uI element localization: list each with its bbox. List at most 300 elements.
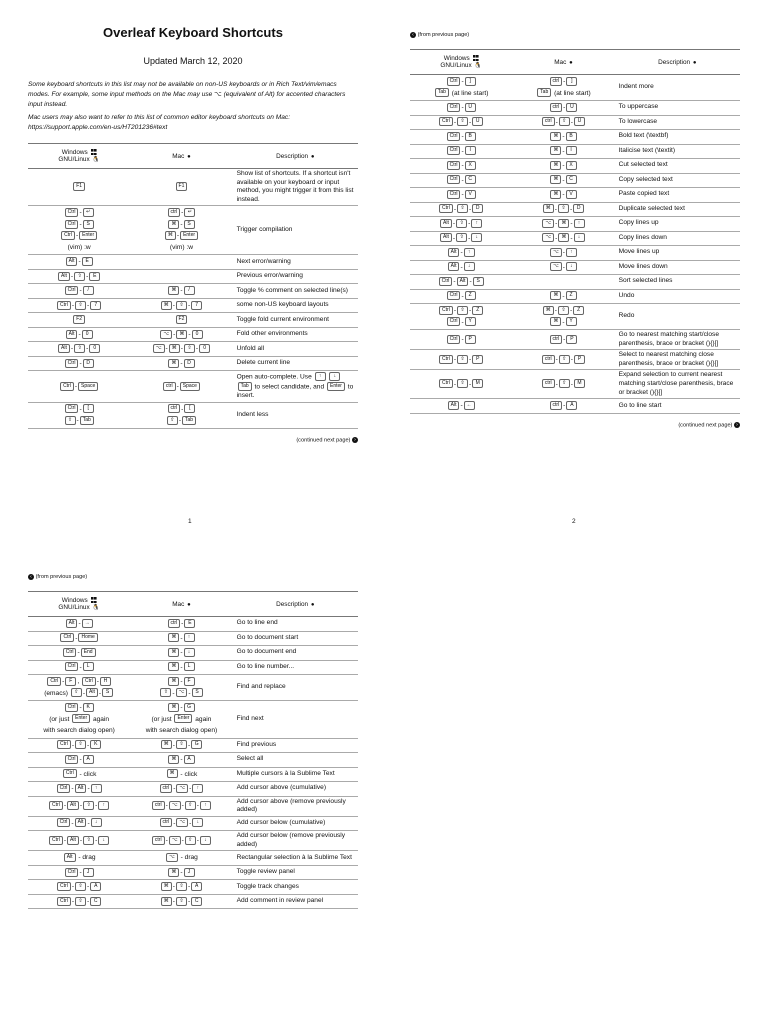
- key-cap: M: [472, 379, 483, 388]
- key-cap: ctrl: [542, 379, 555, 388]
- shortcut-description: Rectangular selection à la Sublime Text: [233, 851, 358, 866]
- key-cap: Space: [78, 382, 98, 391]
- mac-shortcut: ctrl - U: [512, 101, 614, 116]
- key-cap: ctrl: [160, 818, 173, 827]
- shortcut-description: Multiple cursors à la Sublime Text: [233, 767, 358, 782]
- key-cap: ⌥: [176, 688, 188, 697]
- key-cap: V: [465, 190, 476, 199]
- linux-icon: 🐧: [474, 63, 482, 69]
- key-cap: ⌥: [153, 344, 165, 353]
- shortcut-row: [28, 851, 358, 866]
- key-cap: U: [566, 103, 577, 112]
- key-cap: ⌥: [169, 801, 181, 810]
- key-cap: Alt: [440, 233, 452, 242]
- shortcut-row: [28, 402, 358, 428]
- arrow-left-icon: ‹: [410, 32, 416, 38]
- key-cap: ↵: [83, 208, 94, 217]
- key-cap: ⌘: [558, 233, 569, 242]
- mac-shortcut: ⌘ - I: [512, 144, 614, 159]
- windows-shortcut: Ctrl - L: [28, 660, 130, 675]
- key-cap: /: [83, 286, 94, 295]
- key-cap: Ctrl: [439, 277, 453, 286]
- key-cap: Ctrl: [447, 317, 461, 326]
- key-cap: ⌘: [169, 344, 180, 353]
- key-cap: ↑: [184, 633, 195, 642]
- key-cap: A: [566, 401, 577, 410]
- windows-icon: [473, 55, 479, 61]
- intro-paragraph-1: Some keyboard shortcuts in this list may not be available on non-US keyboards or in Rich Text/vim/emacs modes. For example, some input methods on the Mac may use ⌥ (equivalent of Alt) for accented characters input instead.: [28, 81, 346, 109]
- key-cap: ⌘: [168, 662, 179, 671]
- apple-icon: ●: [187, 601, 191, 608]
- key-cap: E: [184, 619, 195, 628]
- mac-shortcut: ⌥ - ⌘ - ↑: [512, 217, 614, 232]
- key-cap: ⌘: [550, 175, 561, 184]
- windows-shortcut: Ctrl - End: [28, 646, 130, 661]
- column-header-description: Description ●: [233, 592, 358, 617]
- key-cap: Ctrl: [49, 836, 63, 845]
- key-cap: J: [83, 868, 94, 877]
- arrow-right-icon: ›: [734, 422, 740, 428]
- key-cap: ⇧: [559, 355, 570, 364]
- key-cap: ⇧: [160, 688, 171, 697]
- key-cap: 0: [199, 344, 210, 353]
- key-cap: Tab: [537, 88, 551, 97]
- shortcut-description: Go to nearest matching start/close parenthesis, brace or bracket (){}[]: [615, 330, 740, 350]
- shortcut-row: [28, 738, 358, 753]
- shortcut-description: To lowercase: [615, 115, 740, 130]
- mac-shortcut: ⌥ - ↓: [512, 260, 614, 275]
- key-cap: ⌘: [543, 204, 554, 213]
- mac-shortcut: ⌥ - ↑: [512, 246, 614, 261]
- key-cap: Ctrl: [65, 662, 79, 671]
- key-cap: Tab: [435, 88, 449, 97]
- key-cap: ⇧: [176, 897, 187, 906]
- key-cap: ↑: [464, 248, 475, 257]
- mac-shortcut: ⌘ - D: [130, 356, 232, 371]
- windows-shortcut: Ctrl - Home: [28, 631, 130, 646]
- from-previous-note: [28, 572, 358, 582]
- shortcut-description: Delete current line: [233, 356, 358, 371]
- mac-shortcut: ⌘ - ↓: [130, 646, 232, 661]
- key-cap: ⌥: [542, 233, 554, 242]
- key-cap: [: [83, 404, 94, 413]
- shortcut-row: [410, 260, 740, 275]
- key-cap: Ctrl: [49, 801, 63, 810]
- key-cap: Ctrl: [63, 769, 77, 778]
- mac-shortcut: ctrl - ] Tab (at line start): [512, 75, 614, 101]
- key-cap: Alt: [86, 688, 98, 697]
- shortcut-description: Unfold all: [233, 342, 358, 357]
- key-cap: P: [566, 335, 577, 344]
- windows-shortcut: Ctrl - ⇧ - D: [410, 202, 512, 217]
- key-cap: Ctrl: [61, 231, 75, 240]
- windows-shortcut: Ctrl - Alt - S: [410, 275, 512, 290]
- key-cap: 7: [191, 301, 202, 310]
- shortcut-row: [28, 880, 358, 895]
- windows-shortcut: Ctrl - Space: [28, 371, 130, 402]
- key-cap: ↑: [471, 219, 482, 228]
- mac-shortcut: ⌘ - F ⇧ - ⌥ - S: [130, 675, 232, 701]
- shortcut-row: [410, 75, 740, 101]
- key-cap: ⌘: [550, 132, 561, 141]
- shortcut-row: [28, 313, 358, 328]
- key-cap: L: [83, 662, 94, 671]
- key-cap: Z: [566, 291, 577, 300]
- key-cap: Ctrl: [447, 190, 461, 199]
- mac-shortcut: [130, 255, 232, 270]
- windows-shortcut: Ctrl - ↵ Ctrl - S Ctrl - Enter (vim) :w: [28, 206, 130, 255]
- key-cap: ↑: [574, 219, 585, 228]
- shortcut-row: [28, 371, 358, 402]
- windows-shortcut: Ctrl - Alt - ↓: [28, 816, 130, 831]
- windows-shortcut: Ctrl - ⇧ - K: [28, 738, 130, 753]
- key-cap: ctrl: [168, 208, 181, 217]
- windows-shortcut: Alt - E: [28, 255, 130, 270]
- key-cap: Ctrl: [439, 117, 453, 126]
- key-cap: Ctrl: [65, 868, 79, 877]
- from-previous-note: [410, 30, 740, 40]
- key-cap: P: [472, 355, 483, 364]
- key-cap: U: [472, 117, 483, 126]
- key-cap: Ctrl: [447, 175, 461, 184]
- mac-shortcut: ⌘ - ⇧ - D: [512, 202, 614, 217]
- key-cap: ⌘: [167, 769, 178, 778]
- key-cap: Ctrl: [63, 648, 77, 657]
- shortcut-description: Add cursor below (cumulative): [233, 816, 358, 831]
- key-cap: ⌘: [558, 219, 569, 228]
- key-cap: ⇧: [65, 416, 76, 425]
- shortcut-description: Show list of shortcuts. If a shortcut isn't available on your keyboard or input method, you might trigger it from this list instead.: [233, 169, 358, 206]
- key-cap: ⌘: [161, 882, 172, 891]
- key-cap: 0: [82, 330, 93, 339]
- mac-shortcut: ⌘ - A: [130, 753, 232, 768]
- windows-shortcut: [28, 313, 130, 328]
- column-header-windows: Windows GNU/Linux 🐧: [410, 50, 512, 75]
- key-cap: ↓: [464, 262, 475, 271]
- windows-shortcut: Ctrl - ⇧ - A: [28, 880, 130, 895]
- shortcut-row: [28, 206, 358, 255]
- shortcut-description: Bold text (\textbf): [615, 130, 740, 145]
- speech-bubble-icon: ●: [692, 59, 697, 66]
- key-cap: ↑: [315, 372, 326, 381]
- table-header: [410, 50, 740, 75]
- key-cap: Alt: [448, 401, 460, 410]
- intro-text: [28, 80, 358, 133]
- mac-shortcut: ⌘ - X: [512, 159, 614, 174]
- key-cap: Ctrl: [47, 677, 61, 686]
- mac-shortcut: ctrl - A: [512, 399, 614, 414]
- key-cap: ctrl: [168, 619, 181, 628]
- key-cap: Ctrl: [65, 359, 79, 368]
- key-cap: B: [566, 132, 577, 141]
- key-cap: S: [102, 688, 113, 697]
- shortcut-description: Add cursor below (remove previously added): [233, 831, 358, 851]
- mac-shortcut: ctrl - ⇧ - U: [512, 115, 614, 130]
- key-cap: Ctrl: [57, 784, 71, 793]
- mac-shortcut: ⌘ - ⇧ - G: [130, 738, 232, 753]
- key-cap: Z: [472, 306, 483, 315]
- shortcut-table-1: [28, 143, 358, 429]
- key-cap: ⇧: [184, 344, 195, 353]
- key-cap: ⌘: [543, 306, 554, 315]
- key-cap: C: [90, 897, 101, 906]
- windows-shortcut: Ctrl - [ ⇧ - Tab: [28, 402, 130, 428]
- shortcut-description: Go to document start: [233, 631, 358, 646]
- key-cap: S: [184, 220, 195, 229]
- key-cap: ⌘: [161, 740, 172, 749]
- apple-icon: ●: [569, 59, 573, 66]
- shortcut-row: [28, 782, 358, 797]
- key-cap: ⌘: [550, 291, 561, 300]
- key-cap: ⌘: [161, 897, 172, 906]
- key-cap: ⌘: [168, 868, 179, 877]
- shortcut-description: Copy selected text: [615, 173, 740, 188]
- key-cap: ⇧: [176, 740, 187, 749]
- shortcut-description: Trigger compilation: [233, 206, 358, 255]
- windows-shortcut: Alt - drag: [28, 851, 130, 866]
- key-cap: ⇧: [83, 836, 94, 845]
- key-cap: ⇧: [457, 306, 468, 315]
- key-cap: ⌘: [168, 703, 179, 712]
- windows-shortcut: Ctrl - X: [410, 159, 512, 174]
- key-cap: Enter: [72, 714, 90, 723]
- shortcut-row: [28, 631, 358, 646]
- mac-shortcut: ⌘ - ⇧ - Z ⌘ - Y: [512, 304, 614, 330]
- windows-shortcut: Ctrl - U: [410, 101, 512, 116]
- key-cap: ctrl: [550, 103, 563, 112]
- key-cap: ]: [566, 77, 577, 86]
- key-cap: Ctrl: [447, 161, 461, 170]
- key-cap: V: [566, 190, 577, 199]
- shortcut-description: Previous error/warning: [233, 269, 358, 284]
- shortcut-row: [410, 173, 740, 188]
- windows-icon: [91, 149, 97, 155]
- mac-shortcut: [130, 313, 232, 328]
- key-cap: ↓: [192, 818, 203, 827]
- shortcut-description: Find and replace: [233, 675, 358, 701]
- shortcut-row: [28, 269, 358, 284]
- mac-shortcut: ⌥ - ⌘ - 0: [130, 327, 232, 342]
- windows-shortcut: Alt - ↓: [410, 260, 512, 275]
- key-cap: Ctrl: [447, 103, 461, 112]
- key-cap: ⌘: [176, 330, 187, 339]
- key-cap: ctrl: [152, 801, 165, 810]
- key-cap: End: [81, 648, 96, 657]
- key-cap: Ctrl: [65, 286, 79, 295]
- key-cap: 0: [89, 344, 100, 353]
- key-cap: ⌘: [165, 231, 176, 240]
- key-cap: ⇧: [457, 204, 468, 213]
- key-cap: C: [191, 897, 202, 906]
- mac-shortcut: [130, 169, 232, 206]
- shortcut-row: [28, 816, 358, 831]
- continued-note: [28, 437, 358, 443]
- key-cap: Ctrl: [57, 301, 71, 310]
- key-cap: ⌥: [169, 836, 181, 845]
- shortcut-description: Go to line end: [233, 617, 358, 632]
- key-cap: Ctrl: [57, 818, 71, 827]
- key-cap: ⌘: [168, 286, 179, 295]
- mac-shortcut: ⌘ - J: [130, 865, 232, 880]
- key-cap: Alt: [58, 344, 70, 353]
- shortcut-row: [28, 753, 358, 768]
- shortcut-description: Go to line number...: [233, 660, 358, 675]
- intro-paragraph-2: Mac users may also want to refer to this list of common editor keyboard shortcuts on Mac: https://support.apple.com/en-us/HT201236#text: [28, 113, 291, 131]
- key-cap: [: [184, 404, 195, 413]
- key-cap: F: [184, 677, 195, 686]
- key-cap: /: [184, 286, 195, 295]
- key-cap: Ctrl: [447, 291, 461, 300]
- key-cap: ⌥: [166, 853, 178, 862]
- shortcut-row: [410, 188, 740, 203]
- key-cap: ⇧: [74, 272, 85, 281]
- mac-shortcut: ⌘ - V: [512, 188, 614, 203]
- key-cap: F2: [176, 315, 188, 324]
- mac-shortcut: ⌥ - ⌘ - ↓: [512, 231, 614, 246]
- mac-shortcut: ⌥ - drag: [130, 851, 232, 866]
- mac-shortcut: ⌥ - ⌘ - ⇧ - 0: [130, 342, 232, 357]
- key-cap: ctrl: [160, 784, 173, 793]
- mac-shortcut: [130, 269, 232, 284]
- windows-shortcut: Alt - ↑: [410, 246, 512, 261]
- shortcut-description: Expand selection to current nearest matching start/close parenthesis, brace or bracket (){}[]: [615, 370, 740, 399]
- key-cap: ←: [464, 401, 475, 410]
- key-cap: ⇧: [75, 897, 86, 906]
- key-cap: Ctrl: [82, 677, 96, 686]
- windows-shortcut: Ctrl - Alt - ⇧ - ↑: [28, 796, 130, 816]
- key-cap: ↓: [200, 836, 211, 845]
- key-cap: ⇧: [558, 306, 569, 315]
- key-cap: Ctrl: [60, 633, 74, 642]
- key-cap: ↓: [471, 233, 482, 242]
- key-cap: ⌥: [550, 262, 562, 271]
- key-cap: Ctrl: [65, 703, 79, 712]
- shortcut-description: Add cursor above (remove previously added): [233, 796, 358, 816]
- mac-shortcut: ⌘ - click: [130, 767, 232, 782]
- key-cap: ⌥: [542, 219, 554, 228]
- key-cap: Space: [180, 382, 200, 391]
- key-cap: ⇧: [457, 355, 468, 364]
- shortcut-row: [28, 298, 358, 313]
- shortcut-description: some non-US keyboard layouts: [233, 298, 358, 313]
- windows-shortcut: Alt - ⇧ - 0: [28, 342, 130, 357]
- key-cap: 7: [90, 301, 101, 310]
- windows-shortcut: Alt - ⇧ - ↑: [410, 217, 512, 232]
- mac-shortcut: ctrl - E: [130, 617, 232, 632]
- key-cap: ⌘: [550, 317, 561, 326]
- page-3: [28, 572, 358, 909]
- shortcut-row: [28, 675, 358, 701]
- key-cap: Y: [465, 317, 476, 326]
- key-cap: ⌘: [168, 677, 179, 686]
- key-cap: ↑: [98, 801, 109, 810]
- key-cap: Alt: [66, 619, 78, 628]
- key-cap: Alt: [440, 219, 452, 228]
- page-2: [410, 30, 740, 428]
- shortcut-row: [28, 617, 358, 632]
- page-1: [28, 18, 358, 443]
- shortcut-row: [410, 370, 740, 399]
- key-cap: Ctrl: [447, 132, 461, 141]
- mac-shortcut: ⌘ - ⇧ - 7: [130, 298, 232, 313]
- windows-icon: [91, 597, 97, 603]
- key-cap: ↓: [91, 818, 102, 827]
- shortcut-description: Duplicate selected text: [615, 202, 740, 217]
- key-cap: Ctrl: [60, 382, 74, 391]
- document-title: Overleaf Keyboard Shortcuts: [103, 25, 283, 40]
- key-cap: ↑: [91, 784, 102, 793]
- arrow-left-icon: ‹: [28, 574, 34, 580]
- shortcut-description: Indent more: [615, 75, 740, 101]
- key-cap: ⌘: [550, 146, 561, 155]
- windows-shortcut: Ctrl - ⇧ - P: [410, 350, 512, 370]
- windows-shortcut: Ctrl - Alt - ⇧ - ↓: [28, 831, 130, 851]
- key-cap: ↓: [329, 372, 340, 381]
- key-cap: F: [65, 677, 76, 686]
- shortcut-description: Add comment in review panel: [233, 894, 358, 909]
- continued-note: [410, 422, 740, 428]
- key-cap: S: [473, 277, 484, 286]
- column-header-mac: Mac ●: [512, 50, 614, 75]
- arrow-right-icon: ›: [352, 437, 358, 443]
- windows-shortcut: Alt - ⇧ - E: [28, 269, 130, 284]
- key-cap: S: [192, 688, 203, 697]
- mac-shortcut: ctrl - ⇧ - M: [512, 370, 614, 399]
- mac-shortcut: ctrl - P: [512, 330, 614, 350]
- key-cap: X: [465, 161, 476, 170]
- key-cap: ctrl: [542, 117, 555, 126]
- key-cap: B: [465, 132, 476, 141]
- shortcut-row: [28, 701, 358, 739]
- mac-shortcut: ctrl - ⇧ - P: [512, 350, 614, 370]
- windows-shortcut: Ctrl - ⇧ - M: [410, 370, 512, 399]
- key-cap: Alt: [75, 784, 87, 793]
- windows-shortcut: Alt - →: [28, 617, 130, 632]
- shortcut-row: [28, 894, 358, 909]
- column-header-mac: Mac ●: [130, 592, 232, 617]
- shortcut-row: [410, 231, 740, 246]
- windows-shortcut: Ctrl - /: [28, 284, 130, 299]
- apple-icon: ●: [187, 153, 191, 160]
- key-cap: I: [465, 146, 476, 155]
- key-cap: ctrl: [168, 404, 181, 413]
- key-cap: H: [100, 677, 111, 686]
- key-cap: S: [83, 220, 94, 229]
- linux-icon: 🐧: [92, 605, 100, 611]
- key-cap: ]: [465, 77, 476, 86]
- key-cap: Alt: [66, 257, 78, 266]
- key-cap: ctrl: [152, 836, 165, 845]
- windows-shortcut: [28, 169, 130, 206]
- shortcut-description: Find next: [233, 701, 358, 739]
- key-cap: C: [465, 175, 476, 184]
- key-cap: F1: [73, 182, 85, 191]
- key-cap: Ctrl: [439, 204, 453, 213]
- key-cap: ↑: [566, 248, 577, 257]
- key-cap: ⇧: [558, 204, 569, 213]
- shortcut-description: Toggle review panel: [233, 865, 358, 880]
- key-cap: ⇧: [457, 117, 468, 126]
- shortcut-description: Cut selected text: [615, 159, 740, 174]
- key-cap: D: [573, 204, 584, 213]
- key-cap: Z: [573, 306, 584, 315]
- shortcut-row: [410, 275, 740, 290]
- shortcut-row: [28, 342, 358, 357]
- key-cap: ⇧: [75, 882, 86, 891]
- shortcut-description: Next error/warning: [233, 255, 358, 270]
- key-cap: Z: [465, 291, 476, 300]
- key-cap: M: [574, 379, 585, 388]
